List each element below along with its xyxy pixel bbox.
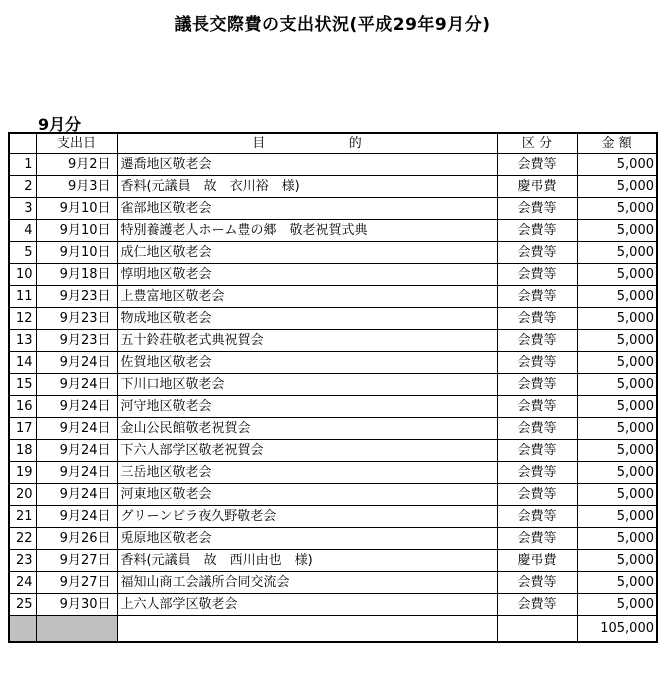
header-category: 区 分 <box>497 133 577 154</box>
table-row <box>9 286 657 308</box>
row-category: 会費等 <box>497 220 577 242</box>
row-number: 1 <box>9 154 36 176</box>
row-purpose: 河東地区敬老会 <box>117 484 497 506</box>
row-date: 9月24日 <box>36 352 117 374</box>
row-date: 9月24日 <box>36 462 117 484</box>
row-number: 17 <box>9 418 36 440</box>
row-purpose: 香料(元議員 故 衣川裕 様) <box>117 176 497 198</box>
header-no <box>9 133 36 154</box>
row-amount: 5,000 <box>577 594 657 616</box>
row-number: 10 <box>9 264 36 286</box>
table-row <box>9 242 657 264</box>
table-row <box>9 154 657 176</box>
table-row <box>9 462 657 484</box>
table-row <box>9 572 657 594</box>
row-number: 19 <box>9 462 36 484</box>
row-category: 会費等 <box>497 418 577 440</box>
row-number: 25 <box>9 594 36 616</box>
row-date: 9月10日 <box>36 220 117 242</box>
row-number: 24 <box>9 572 36 594</box>
row-purpose: 下川口地区敬老会 <box>117 374 497 396</box>
row-amount: 5,000 <box>577 440 657 462</box>
row-category: 会費等 <box>497 572 577 594</box>
row-date: 9月10日 <box>36 242 117 264</box>
row-date: 9月24日 <box>36 484 117 506</box>
row-purpose: 雀部地区敬老会 <box>117 198 497 220</box>
row-number: 4 <box>9 220 36 242</box>
row-category: 会費等 <box>497 594 577 616</box>
row-number: 15 <box>9 374 36 396</box>
row-amount: 5,000 <box>577 528 657 550</box>
row-amount: 5,000 <box>577 176 657 198</box>
table-row <box>9 374 657 396</box>
row-purpose: 兎原地区敬老会 <box>117 528 497 550</box>
row-category: 会費等 <box>497 286 577 308</box>
row-purpose: 遷喬地区敬老会 <box>117 154 497 176</box>
table-row <box>9 550 657 572</box>
row-amount: 5,000 <box>577 264 657 286</box>
row-purpose: 成仁地区敬老会 <box>117 242 497 264</box>
row-purpose: 物成地区敬老会 <box>117 308 497 330</box>
row-purpose: 惇明地区敬老会 <box>117 264 497 286</box>
row-category: 会費等 <box>497 506 577 528</box>
row-date: 9月27日 <box>36 572 117 594</box>
row-amount: 5,000 <box>577 396 657 418</box>
row-date: 9月3日 <box>36 176 117 198</box>
row-category: 会費等 <box>497 440 577 462</box>
row-purpose: 上豊富地区敬老会 <box>117 286 497 308</box>
row-purpose: 佐賀地区敬老会 <box>117 352 497 374</box>
row-category: 会費等 <box>497 198 577 220</box>
row-amount: 5,000 <box>577 242 657 264</box>
row-category: 会費等 <box>497 528 577 550</box>
row-number: 14 <box>9 352 36 374</box>
total-amount: 105,000 <box>577 616 657 643</box>
table-row <box>9 594 657 616</box>
row-amount: 5,000 <box>577 374 657 396</box>
row-amount: 5,000 <box>577 572 657 594</box>
row-amount: 5,000 <box>577 506 657 528</box>
row-category: 会費等 <box>497 352 577 374</box>
row-amount: 5,000 <box>577 198 657 220</box>
table-row <box>9 176 657 198</box>
row-date: 9月2日 <box>36 154 117 176</box>
page-title: 議長交際費の支出状況(平成29年9月分) <box>174 15 491 35</box>
row-number: 22 <box>9 528 36 550</box>
total-date-cell <box>36 616 117 643</box>
row-date: 9月27日 <box>36 550 117 572</box>
row-number: 20 <box>9 484 36 506</box>
table-row <box>9 440 657 462</box>
table-row <box>9 528 657 550</box>
row-purpose: 三岳地区敬老会 <box>117 462 497 484</box>
row-category: 会費等 <box>497 264 577 286</box>
row-amount: 5,000 <box>577 330 657 352</box>
total-no-cell <box>9 616 36 643</box>
row-number: 12 <box>9 308 36 330</box>
row-category: 会費等 <box>497 374 577 396</box>
row-category: 会費等 <box>497 484 577 506</box>
row-category: 慶弔費 <box>497 176 577 198</box>
row-purpose: 河守地区敬老会 <box>117 396 497 418</box>
row-amount: 5,000 <box>577 418 657 440</box>
row-amount: 5,000 <box>577 154 657 176</box>
row-amount: 5,000 <box>577 286 657 308</box>
table-row <box>9 308 657 330</box>
row-purpose: 五十鈴荘敬老式典祝賀会 <box>117 330 497 352</box>
table-row <box>9 506 657 528</box>
row-number: 5 <box>9 242 36 264</box>
expense-table <box>8 132 658 643</box>
month-label: 9月分 <box>38 115 82 134</box>
row-date: 9月24日 <box>36 396 117 418</box>
row-date: 9月23日 <box>36 286 117 308</box>
row-amount: 5,000 <box>577 352 657 374</box>
row-number: 23 <box>9 550 36 572</box>
row-category: 会費等 <box>497 396 577 418</box>
header-amount: 金 額 <box>577 133 657 154</box>
row-amount: 5,000 <box>577 462 657 484</box>
row-number: 16 <box>9 396 36 418</box>
row-date: 9月10日 <box>36 198 117 220</box>
table-row <box>9 484 657 506</box>
row-category: 会費等 <box>497 154 577 176</box>
row-date: 9月23日 <box>36 308 117 330</box>
row-category: 会費等 <box>497 242 577 264</box>
total-purpose-cell <box>117 616 497 643</box>
table-row <box>9 198 657 220</box>
table-row <box>9 220 657 242</box>
row-category: 会費等 <box>497 462 577 484</box>
row-number: 13 <box>9 330 36 352</box>
row-purpose: 特別養護老人ホーム豊の郷 敬老祝賀式典 <box>117 220 497 242</box>
row-amount: 5,000 <box>577 550 657 572</box>
table-row <box>9 352 657 374</box>
row-number: 2 <box>9 176 36 198</box>
row-purpose: 下六人部学区敬老祝賀会 <box>117 440 497 462</box>
row-purpose: 香料(元議員 故 西川由也 様) <box>117 550 497 572</box>
row-number: 11 <box>9 286 36 308</box>
row-amount: 5,000 <box>577 308 657 330</box>
header-purpose-right: 的 <box>348 136 362 151</box>
row-purpose: 上六人部学区敬老会 <box>117 594 497 616</box>
row-number: 21 <box>9 506 36 528</box>
row-purpose: 金山公民館敬老祝賀会 <box>117 418 497 440</box>
row-date: 9月18日 <box>36 264 117 286</box>
table-row <box>9 330 657 352</box>
row-category: 慶弔費 <box>497 550 577 572</box>
row-purpose: 福知山商工会議所合同交流会 <box>117 572 497 594</box>
row-date: 9月24日 <box>36 418 117 440</box>
table-header-row <box>9 133 657 154</box>
header-purpose-left: 目 <box>252 136 266 151</box>
total-category-cell <box>497 616 577 643</box>
header-date: 支出日 <box>36 133 117 154</box>
row-date: 9月24日 <box>36 374 117 396</box>
row-purpose: グリーンビラ夜久野敬老会 <box>117 506 497 528</box>
row-amount: 5,000 <box>577 484 657 506</box>
header-purpose <box>117 133 497 154</box>
row-date: 9月26日 <box>36 528 117 550</box>
row-category: 会費等 <box>497 308 577 330</box>
row-date: 9月23日 <box>36 330 117 352</box>
table-row <box>9 396 657 418</box>
row-date: 9月24日 <box>36 506 117 528</box>
row-number: 18 <box>9 440 36 462</box>
row-date: 9月24日 <box>36 440 117 462</box>
row-number: 3 <box>9 198 36 220</box>
total-row <box>9 616 657 643</box>
table-row <box>9 264 657 286</box>
row-amount: 5,000 <box>577 220 657 242</box>
row-category: 会費等 <box>497 330 577 352</box>
table-row <box>9 418 657 440</box>
row-date: 9月30日 <box>36 594 117 616</box>
